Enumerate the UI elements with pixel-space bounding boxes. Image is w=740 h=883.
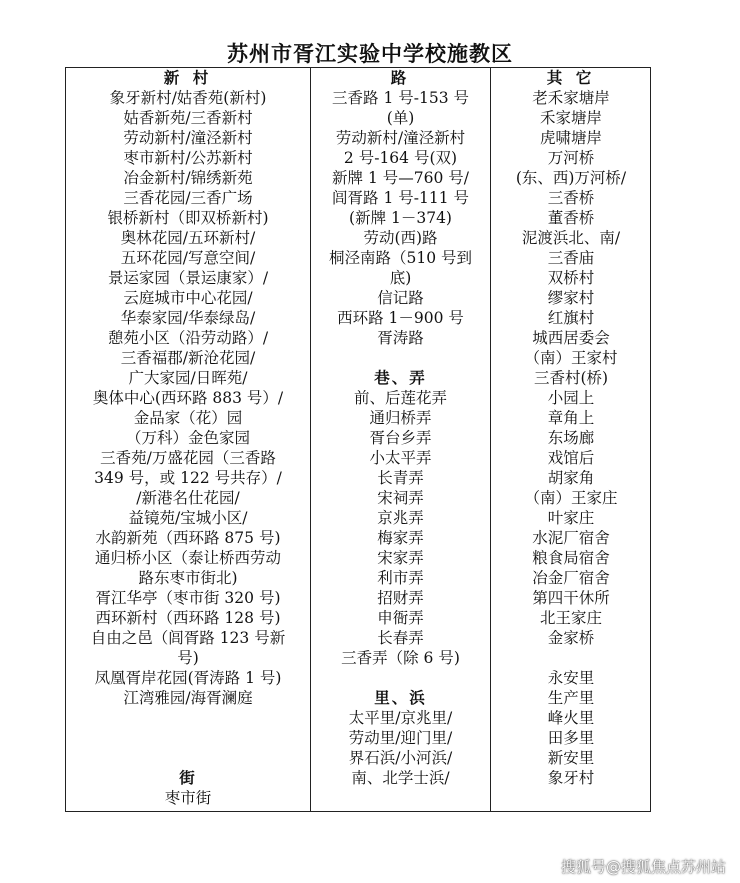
list-item: 三香苑/万盛花园（三香路 xyxy=(100,449,276,467)
list-item: 第四干休所 xyxy=(532,589,610,607)
list-item: 象牙新村/姑香苑(新村) xyxy=(109,89,267,107)
list-item: 宋家弄 xyxy=(377,549,424,567)
list-item: 小太平弄 xyxy=(369,449,432,467)
watermark: 搜狐号@搜狐焦点苏州站 xyxy=(560,858,726,876)
list-item: 峰火里 xyxy=(547,709,595,727)
list-item: 禾家塘岸 xyxy=(539,109,602,127)
list-item: 凤凰胥岸花园(胥涛路 1 号) xyxy=(94,669,282,687)
list-item: 永安里 xyxy=(547,669,595,687)
list-item: 田多里 xyxy=(547,729,595,747)
list-item: 奥体中心(西环路 883 号）/ xyxy=(92,389,284,407)
list-item: 水泥厂宿舍 xyxy=(532,529,610,547)
list-item: 憩苑小区（沿劳动路）/ xyxy=(107,329,269,347)
column-header-roads: 路 xyxy=(390,68,411,87)
list-item: (单) xyxy=(386,109,415,127)
list-item: 姑香新苑/三香新村 xyxy=(123,109,253,127)
list-item: 通归桥弄 xyxy=(369,409,432,427)
list-item: 西环路 1－900 号 xyxy=(337,309,464,327)
list-item: 劳动(西)路 xyxy=(363,229,438,247)
list-item: 三香福郡/新沧花园/ xyxy=(120,349,256,367)
list-item: 叶家庄 xyxy=(547,509,595,527)
list-item: 北王家庄 xyxy=(539,609,602,627)
column-others xyxy=(491,68,651,788)
list-item: 象牙村 xyxy=(547,769,595,787)
list-item: （万科）金色家园 xyxy=(125,429,250,447)
list-item: 金品家（花）园 xyxy=(133,409,243,427)
list-item: 三香庙 xyxy=(547,249,595,267)
list-item: 益镜苑/宝城小区/ xyxy=(128,509,248,527)
list-item: 利市弄 xyxy=(377,569,424,587)
section-subheader: 里、浜 xyxy=(374,688,427,707)
list-item: 界石浜/小河浜/ xyxy=(348,749,453,767)
others-list xyxy=(491,88,651,788)
list-item: 粮食局宿舍 xyxy=(532,549,610,567)
list-item: 自由之邑（闾胥路 123 号新 xyxy=(90,629,286,647)
list-item: 胥江华亭（枣市街 320 号) xyxy=(95,589,281,607)
column-roads xyxy=(311,68,490,788)
list-item: 金家桥 xyxy=(547,629,595,647)
list-item: /新港名仕花园/ xyxy=(136,489,240,507)
list-item xyxy=(311,668,490,688)
list-item: 京兆弄 xyxy=(377,509,424,527)
list-item: 冶金厂宿舍 xyxy=(532,569,610,587)
list-item: 闾胥路 1 号-111 号 xyxy=(332,189,469,207)
list-item: 戏馆后 xyxy=(547,449,595,467)
list-item: 梅家弄 xyxy=(377,529,424,547)
list-item: (新牌 1－374) xyxy=(349,209,452,227)
list-item: 胡家角 xyxy=(547,469,595,487)
list-item: 水韵新苑（西环路 875 号) xyxy=(95,529,281,547)
list-item: 缪家村 xyxy=(547,289,595,307)
list-item: 虎啸塘岸 xyxy=(539,129,602,147)
list-item: 申衙弄 xyxy=(377,609,424,627)
section-subheader: 巷、弄 xyxy=(374,368,427,387)
list-item xyxy=(491,648,651,668)
roads-list xyxy=(311,88,490,788)
list-item: 劳动新村/潼泾新村 xyxy=(335,129,466,147)
list-item: 胥台乡弄 xyxy=(369,429,432,447)
list-item: 广大家园/日晖苑/ xyxy=(128,369,248,387)
list-item: 红旗村 xyxy=(547,309,595,327)
list-item xyxy=(311,348,490,368)
column-header-residential: 新 村 xyxy=(163,68,213,87)
list-item: 章角上 xyxy=(547,409,595,427)
list-item: 胥涛路 xyxy=(377,329,424,347)
list-item: 城西居委会 xyxy=(532,329,610,347)
list-item: 泥渡浜北、南/ xyxy=(521,229,621,247)
list-item: 奥林花园/五环新村/ xyxy=(120,229,256,247)
list-item: (东、西)万河桥/ xyxy=(515,169,627,187)
list-item: 通归桥小区（泰让桥西劳动 xyxy=(94,549,281,567)
list-item: 西环新村（西环路 128 号) xyxy=(95,609,281,627)
list-item: 双桥村 xyxy=(547,269,595,287)
list-item: 三香桥 xyxy=(547,189,595,207)
list-item: 老禾家塘岸 xyxy=(532,89,610,107)
list-item: （南）王家庄 xyxy=(524,489,618,507)
list-item: 太平里/京兆里/ xyxy=(348,709,453,727)
list-item: 三香弄（除 6 号) xyxy=(341,649,460,667)
list-item: 小园上 xyxy=(547,389,595,407)
list-item: 桐泾南路（510 号到 xyxy=(328,249,472,267)
list-item: 冶金新村/锦绣新苑 xyxy=(123,169,253,187)
list-item: 底) xyxy=(389,269,412,287)
list-item: 董香桥 xyxy=(547,209,595,227)
list-item: 五环花园/写意空间/ xyxy=(120,249,256,267)
column-residential xyxy=(66,68,310,808)
list-item: 劳动里/迎门里/ xyxy=(348,729,453,747)
page-title: 苏州市胥江实验中学校施教区 xyxy=(227,42,513,66)
list-item: 万河桥 xyxy=(547,149,595,167)
list-item: 长青弄 xyxy=(377,469,424,487)
column-header-others: 其 它 xyxy=(546,68,596,87)
section-subheader: 街 xyxy=(179,768,197,787)
list-item: 349 号，或 122 号共存）/ xyxy=(94,469,282,487)
list-item: 新安里 xyxy=(547,749,595,767)
list-item: 路东枣市街北) xyxy=(138,569,238,587)
list-item: 宋祠弄 xyxy=(377,489,424,507)
list-item: 景运家园（景运康家）/ xyxy=(107,269,269,287)
list-item: 三香路 1 号-153 号 xyxy=(332,89,469,107)
list-item xyxy=(66,728,310,748)
list-item: 劳动新村/潼泾新村 xyxy=(123,129,253,147)
list-item: 招财弄 xyxy=(377,589,424,607)
list-item: 三香村(桥) xyxy=(533,369,609,387)
list-item: 枣市街 xyxy=(164,789,212,807)
list-item xyxy=(66,748,310,768)
list-item: （南）王家村 xyxy=(524,349,618,367)
list-item: 新牌 1 号—760 号/ xyxy=(332,169,469,187)
list-item: 三香花园/三香广场 xyxy=(123,189,253,207)
list-item: 长春弄 xyxy=(377,629,424,647)
list-item xyxy=(66,708,310,728)
list-item: 前、后莲花弄 xyxy=(353,389,447,407)
list-item: 华泰家园/华泰绿岛/ xyxy=(120,309,256,327)
district-table xyxy=(65,67,651,812)
list-item: 银桥新村（即双桥新村) xyxy=(107,209,269,227)
list-item: 江湾雅园/海胥澜庭 xyxy=(123,689,253,707)
list-item: 云庭城市中心花园/ xyxy=(123,289,253,307)
list-item: 信记路 xyxy=(377,289,424,307)
residential-list xyxy=(66,88,310,808)
list-item: 南、北学士浜/ xyxy=(351,769,450,787)
list-item: 2 号-164 号(双) xyxy=(343,149,458,167)
list-item: 生产里 xyxy=(547,689,595,707)
list-item: 东场廊 xyxy=(547,429,595,447)
list-item: 号) xyxy=(177,649,199,667)
list-item: 枣市新村/公苏新村 xyxy=(123,149,253,167)
